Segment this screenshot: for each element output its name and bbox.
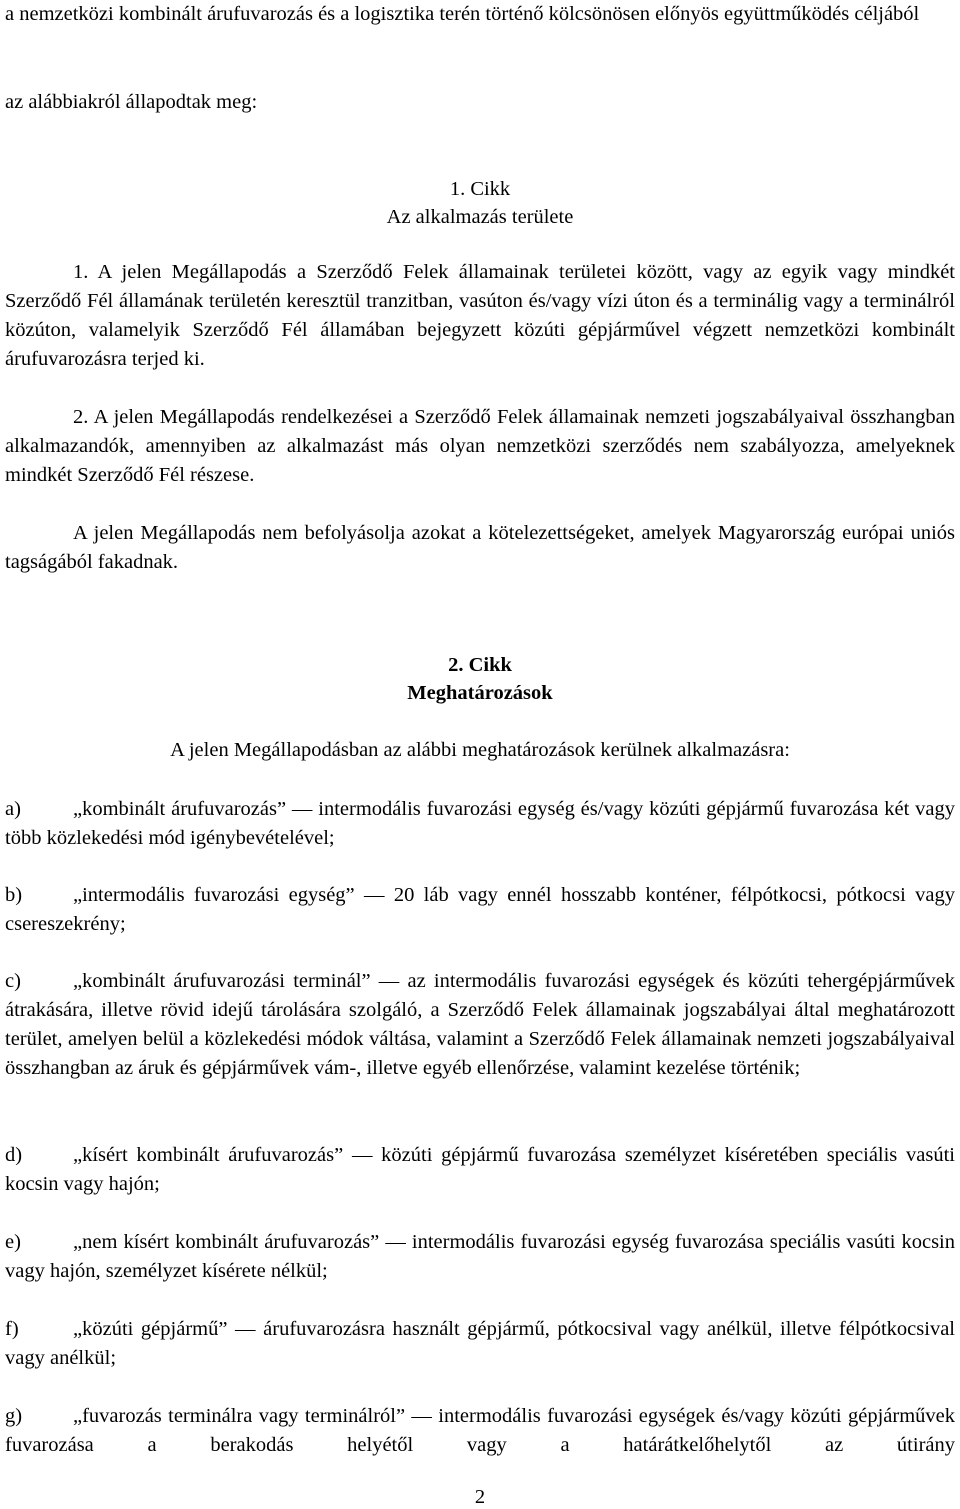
definition-text: „nem kísért kombinált árufuvarozás” — intermodális fuvarozási egység fuvarozása speciális vasúti kocsin vagy hajón, személyzet kísérete nélkül; (5, 1231, 955, 1282)
page-number: 2 (474, 1486, 486, 1508)
definition-label: g) (5, 1405, 23, 1427)
definition-label: c) (5, 970, 21, 992)
definition-label: b) (5, 884, 23, 906)
article-2-number: 2. Cikk (448, 654, 512, 676)
definition-text: „fuvarozás terminálra vagy terminálról” — intermodális fuvarozási egységek és/vagy közúti gépjárművek fuvarozása a berakodás helyétől vagy a határátkelőhelytől az útirány (5, 1405, 955, 1456)
intro-purpose: a nemzetközi kombinált árufuvarozás és a logisztika terén történő kölcsönösen előnyös együttműködés céljából (5, 3, 920, 25)
article-2-title: Meghatározások (407, 682, 553, 704)
definition-label: f) (5, 1318, 19, 1340)
definition-g (5, 1402, 955, 1460)
definition-text: „intermodális fuvarozási egység” — 20 láb vagy ennél hosszabb konténer, félpótkocsi, pótkocsi vagy csereszekrény; (5, 884, 955, 935)
definition-a (5, 795, 955, 853)
definition-c (5, 967, 955, 1083)
article-2-lead: A jelen Megállapodásban az alábbi meghatározások kerülnek alkalmazásra: (170, 739, 790, 761)
definition-text: „kombinált árufuvarozás” — intermodális fuvarozási egység és/vagy közúti gépjármű fuvarozása két vagy több közlekedési mód igénybevételével; (5, 798, 955, 849)
article-1-number: 1. Cikk (449, 178, 511, 200)
article-1-paragraph-1: 1. A jelen Megállapodás a Szerződő Felek államainak területei között, vagy az egyik vagy mindkét Szerződő Fél államának területén keresztül tranzitban, vasúton és/vagy vízi úton és a terminálig vagy a terminálról közúton, valamelyik Szerződő Fél államában bejegyzett közúti gépjárművel végzett nemzetközi kombinált árufuvarozásra terjed ki. (5, 261, 955, 370)
definition-text: „közúti gépjármű” — árufuvarozásra használt gépjármű, pótkocsival vagy anélkül, illetve félpótkocsival vagy anélkül; (5, 1318, 955, 1369)
article-1-paragraph-3: A jelen Megállapodás nem befolyásolja azokat a kötelezettségeket, amelyek Magyarország európai uniós tagságából fakadnak. (5, 522, 955, 573)
definition-label: d) (5, 1144, 23, 1166)
definition-label: a) (5, 798, 21, 820)
definition-text: „kísért kombinált árufuvarozás” — közúti gépjármű fuvarozása személyzet kíséretében speciális vasúti kocsin vagy hajón; (5, 1144, 955, 1195)
article-1-title: Az alkalmazás területe (386, 206, 574, 228)
article-1-paragraph-2: 2. A jelen Megállapodás rendelkezései a Szerződő Felek államainak nemzeti jogszabályaival összhangban alkalmazandók, amennyiben az alkalmazást más olyan nemzetközi szerződés nem szabályozza, amelyeknek mindkét Szerződő Fél részese. (5, 406, 955, 486)
definition-e (5, 1228, 955, 1286)
definition-label: e) (5, 1231, 21, 1253)
definition-f (5, 1315, 955, 1373)
intro-agreed: az alábbiakról állapodtak meg: (5, 91, 258, 113)
definition-b (5, 881, 955, 939)
definition-d (5, 1141, 955, 1199)
definition-text: „kombinált árufuvarozási terminál” — az intermodális fuvarozási egységek és közúti tehergépjárművek átrakására, illetve rövid idejű tárolására szolgáló, a Szerződő Felek államainak jogszabályai által meghatározott terület, amelyen belül a közlekedési módok váltása, valamint a Szerződő Felek államainak nemzeti jogszabályaival összhangban az áruk és gépjárművek vám-, illetve egyéb ellenőrzése, valamint kezelése történik; (5, 970, 955, 1079)
